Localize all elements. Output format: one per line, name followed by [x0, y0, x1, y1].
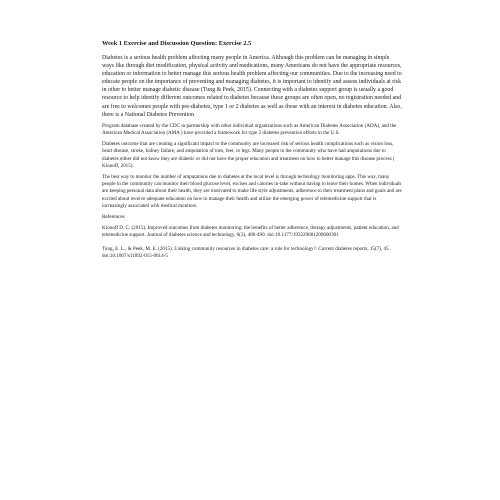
paragraph-intro: Diabetes is a serious health problem affecting many people in America. Although this problem can be managing in simple ways like through diet modification, physical activity and medications, many Americans do not have the appropriate resources, education or information to better manage this serious health problem affecting our communities. Due to the increasing need to educate people on the importance of preventing and managing diabetes, it is important to identify and assess individuals at risk in other to better manage diabetic disease (Tung & Peek, 2015). Connecting with a diabetes support group is usually a good resource to help identify different outcomes related to diabetes because these groups are often open, no registration needed and are free to welcomes people with pre-diabetes, type 1 or 2 diabetes as well as those with an interest in diabetes education. Also, there is a National Diabetes Prevention [102, 55, 402, 118]
reference-item: Klonoff D. C. (2015). Improved outcomes from diabetes monitoring: the benefits of better adherence, therapy adjustments, patient education, and telemedicine support. Journal of diabetes science and technology, 6(3), 486-490. doi:10.1177/193229681200600301 [102, 225, 399, 239]
paragraph-prevention-program: Program database created by the CDC in partnership with other individual organizations such as American Diabetes Association (ADA), and the American Medical Association (AMA ) have provided a framework for type 2 diabetes prevention efforts in the U.S. [102, 122, 397, 136]
document-title: Week 1 Exercise and Discussion Question: Exercise 2.5 [102, 40, 252, 47]
paragraph-monitoring: The best way to monitor the number of amputations due to diabetes at the local level is through technology monitoring apps. This way, many people in the community can monitor their blood glucose level, excises and calories in-take without having to leave their homes. When individuals are keeping personal data about their health, they are motivated to make life style adjustments, adherence to their treatment plans and goals and are excited about receive adequate education on how to manage their health and utilize the emerging power of telemedicine support that is increasingly associated with medical monitors. [102, 173, 402, 209]
document-page [102, 40, 402, 266]
paragraph-diabetes-outcomes: Diabetes outcome that are creating a significant impact to the community are increased risk of serious health complications such as vision loss, heart disease, stroke, kidney failure, and amputation of toes, feet, or legs. Many people in the community who have had amputations due to diabetes either did not know they are diabetic or did not have the proper education and treatment on how to better manage this disease process ( Klonoff, 2015). [102, 141, 395, 169]
reference-item: Tung, E. L., & Peek, M. E. (2015). Linking community resources in diabetes care: a role for technology?. Current diabetes reports, 15(7), 45. doi:10.1007/s11892-015-0614-5 [102, 245, 390, 259]
references-heading: References [102, 213, 125, 220]
